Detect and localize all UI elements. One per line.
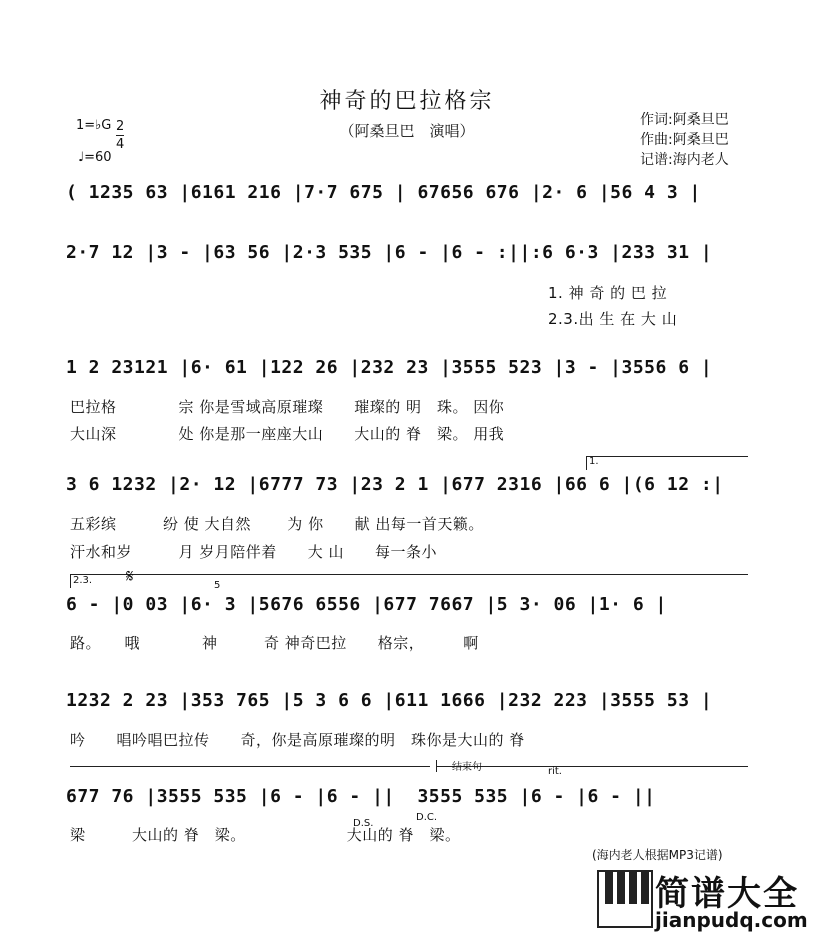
- transcription-note: (海内老人根据MP3记谱): [592, 848, 723, 862]
- ending-label: 结束句: [452, 762, 482, 773]
- segno-icon: 𝄋: [126, 566, 134, 587]
- song-subtitle: （阿桑旦巴 演唱）: [339, 122, 475, 140]
- composer-credit: 作曲:阿桑旦巴: [640, 132, 729, 148]
- lyric-line-7: 梁 大山的 脊 梁。 大山的 脊 梁。: [70, 826, 461, 844]
- volta-23-bracket: [70, 574, 748, 575]
- site-logo[interactable]: [597, 864, 811, 934]
- transcriber-credit: 记谱:海内老人: [640, 152, 729, 168]
- notation-line-7: 677 76 |3555 535 |6 - |6 - || 3555 535 |6 - |6 - ||: [66, 786, 656, 807]
- notation-line-2: 2·7 12 |3 - |63 56 |2·3 535 |6 - |6 - :||:6 6·3 |233 31 |: [66, 242, 713, 263]
- lyric-line-4a: 五彩缤 纷 使 大自然 为 你 献 出每一首天籁。: [70, 515, 484, 533]
- notation-line-6: 1232 2 23 |353 765 |5 3 6 6 |611 1666 |232 223 |3555 53 |: [66, 690, 713, 711]
- ending-bracket-hook: [436, 760, 437, 772]
- volta-1-hook: [586, 456, 587, 470]
- volta-23-hook: [70, 574, 71, 588]
- time-signature: [116, 118, 124, 153]
- tempo-marking: ♩=60: [78, 150, 112, 165]
- logo-url: jianpudq.com: [655, 908, 808, 932]
- lyric-line-3a: 巴拉格 宗 你是雪域高原璀璨 璀璨的 明 珠。 因你: [70, 398, 505, 416]
- notation-line-5: 6 - |0 03 |6· 3 |5676 6556 |677 7667 |5 3· 06 |1· 6 |: [66, 594, 667, 615]
- key-signature: 1=♭G: [76, 118, 112, 133]
- lyric-line-5: 路。 哦 神 奇 神奇巴拉 格宗， 啊: [70, 634, 479, 652]
- notation-line-3: 1 2 23121 |6· 61 |122 26 |232 23 |3555 523 |3 - |3556 6 |: [66, 357, 713, 378]
- notation-line-1: ( 1235 63 |6161 216 |7·7 675 | 67656 676 |2· 6 |56 4 3 |: [66, 182, 701, 203]
- time-numerator: 2: [116, 119, 125, 134]
- dc-marking: D.C.: [416, 812, 438, 823]
- notation-line-4: 3 6 1232 |2· 12 |6777 73 |23 2 1 |677 2316 |66 6 |(6 12 :|: [66, 474, 724, 495]
- credits: [640, 110, 729, 170]
- piano-keys-icon: [597, 870, 653, 928]
- lyric-line-4b: 汗水和岁 月 岁月陪伴着 大 山 每一条小: [70, 543, 438, 561]
- lyricist-credit: 作词:阿桑旦巴: [640, 112, 729, 128]
- lyric-line-6: 吟 唱吟唱巴拉传 奇，你是高原璀璨的明 珠你是大山的 脊: [70, 731, 525, 749]
- ending-bracket-left: [70, 766, 430, 767]
- lyric-line-3b: 大山深 处 你是那一座座大山 大山的 脊 梁。 用我: [70, 425, 505, 443]
- ds-marking: D.S.: [353, 818, 374, 829]
- logo-text: 简谱大全: [655, 874, 799, 914]
- lyric-verse1-start: 1. 神 奇 的 巴 拉: [548, 284, 668, 302]
- grace-note-mark: 5: [214, 580, 221, 591]
- rit-marking: rit.: [548, 766, 562, 777]
- volta-1-bracket: [586, 456, 748, 457]
- volta-23-label: 2.3.: [73, 575, 93, 586]
- song-title: 神奇的巴拉格宗: [319, 89, 495, 114]
- time-denominator: 4: [116, 137, 125, 152]
- ending-bracket-right: [436, 766, 748, 767]
- volta-1-label: 1.: [589, 456, 599, 467]
- lyric-verse23-start: 2.3.出 生 在 大 山: [548, 310, 678, 328]
